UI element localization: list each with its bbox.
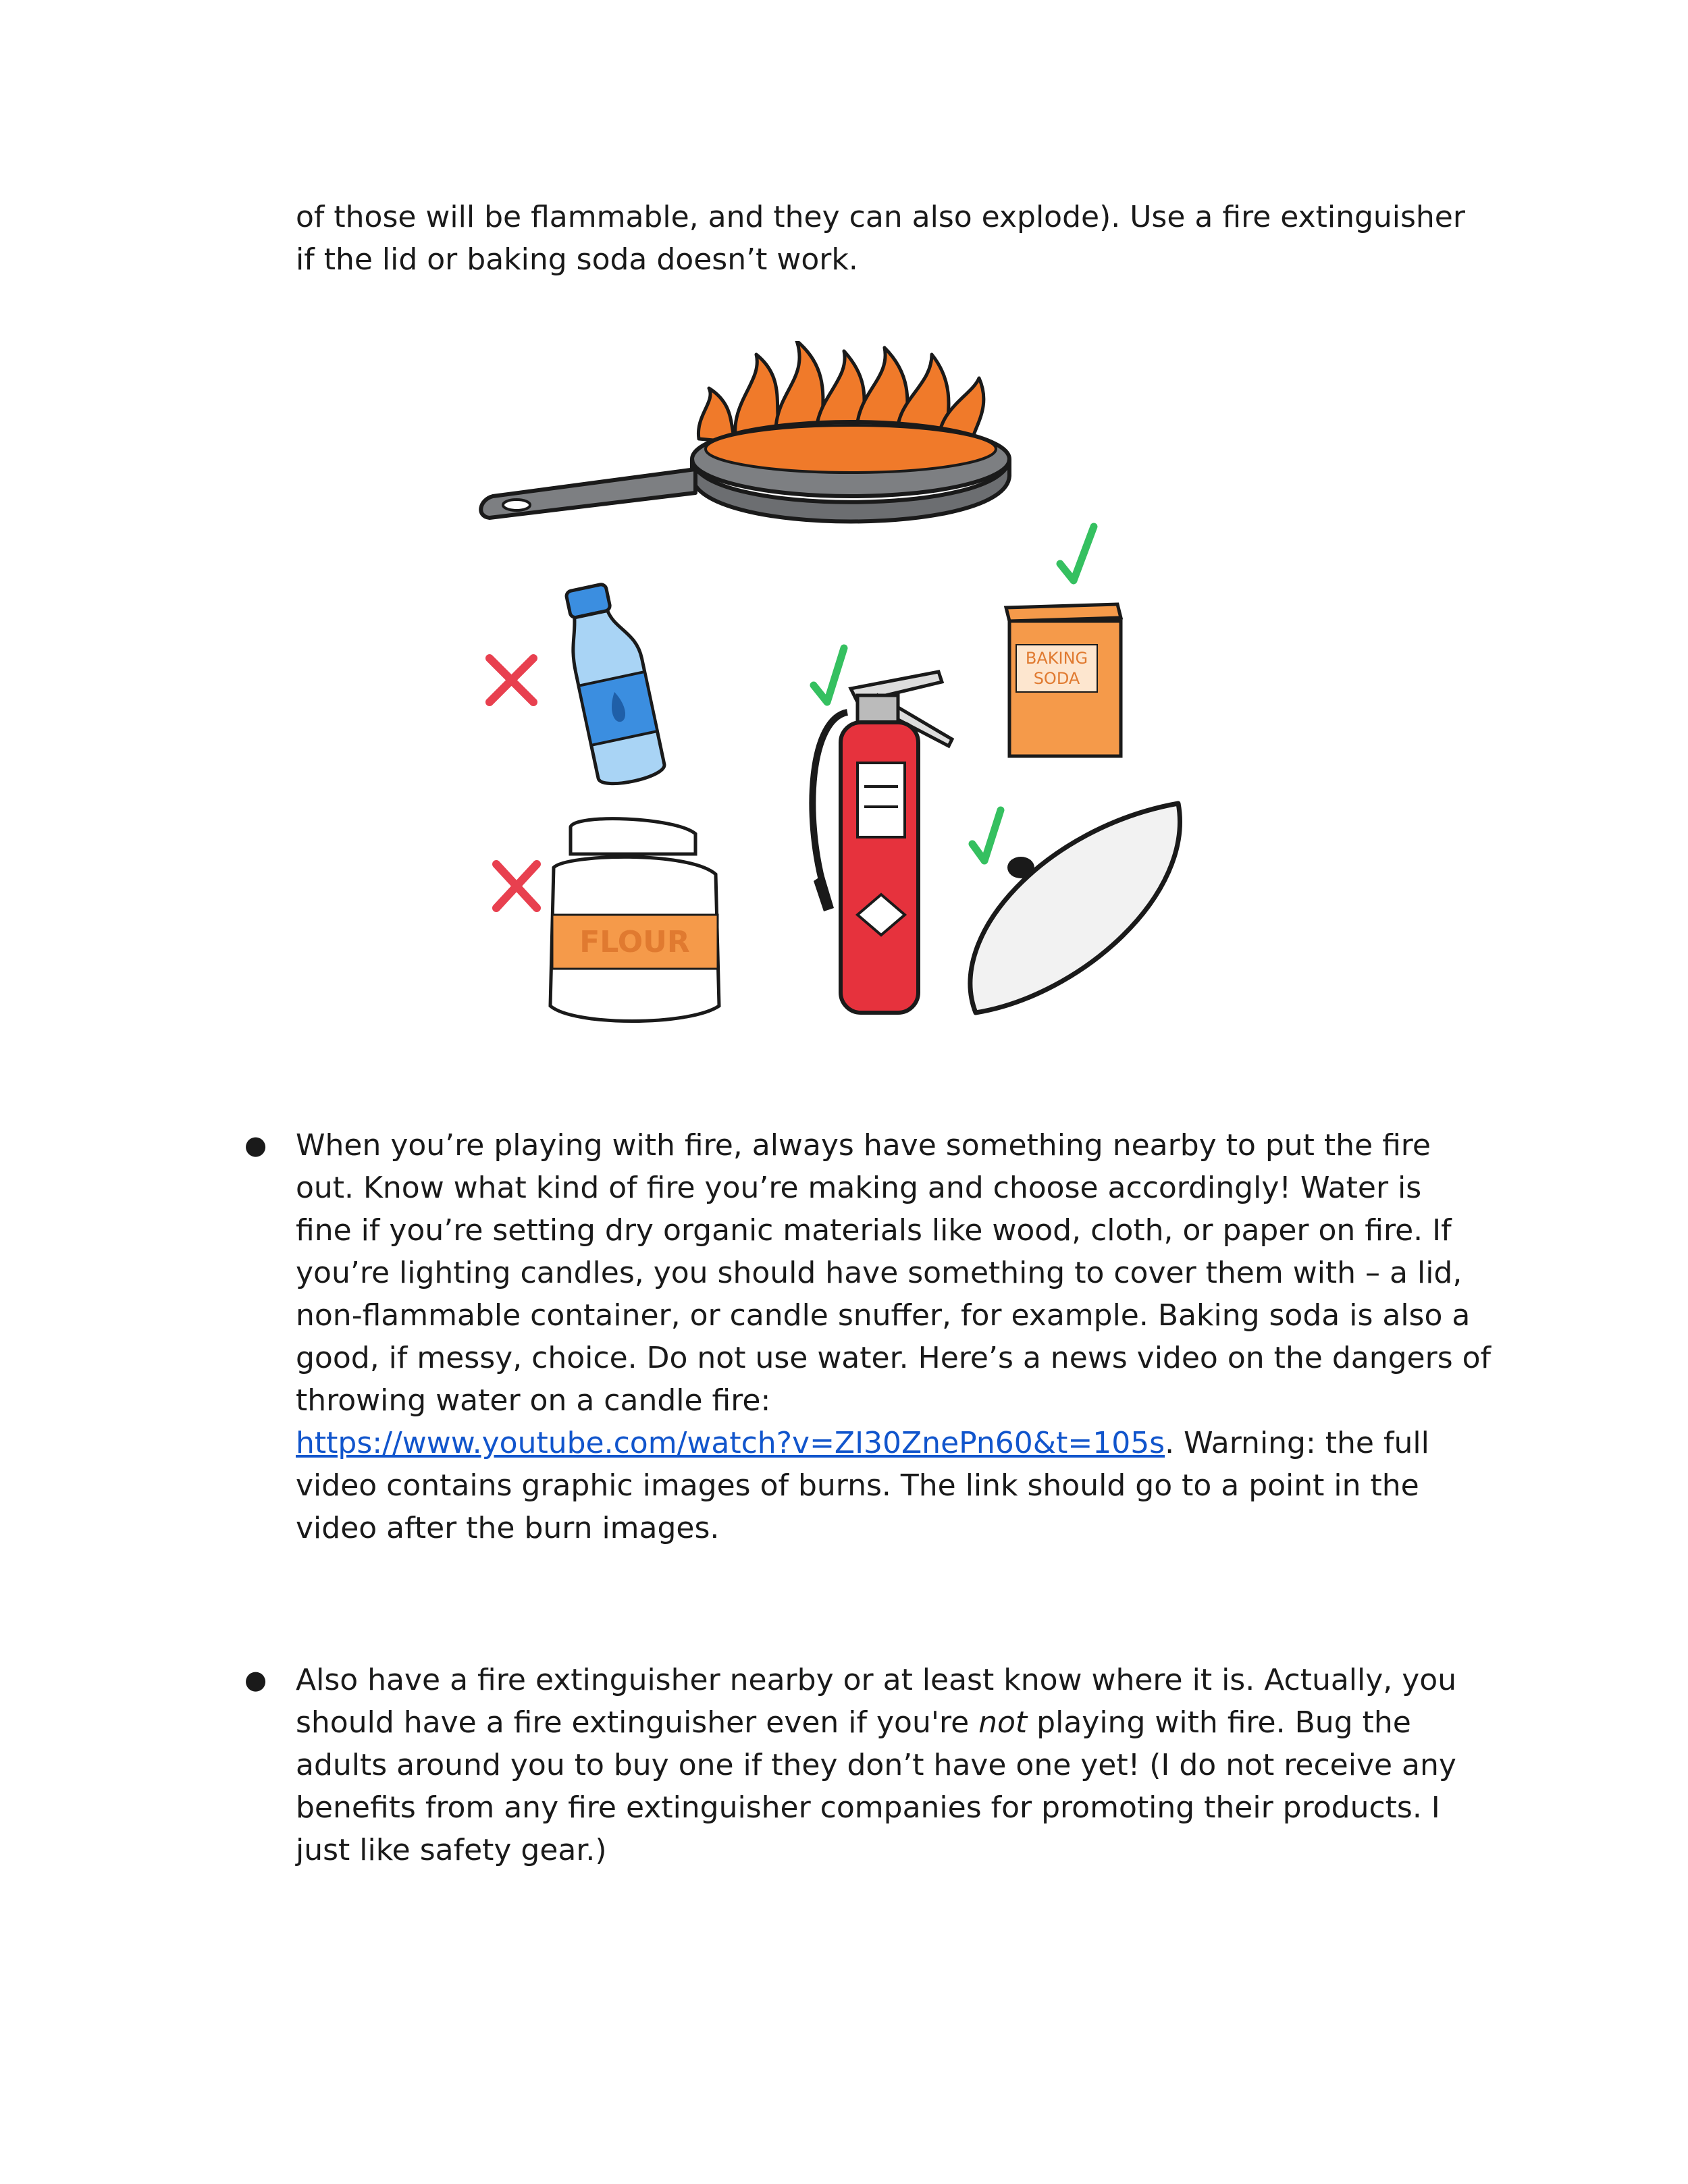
- bullet-marker: ●: [244, 1665, 267, 1695]
- bullet2-line-2-after: playing with fire. Bug the: [1027, 1705, 1411, 1740]
- intro-line-1: of those will be flammable, and they can also explode). Use a fire extinguisher: [296, 200, 1465, 234]
- fire-extinguisher-icon: [812, 672, 952, 1013]
- bullet1-line-4: you’re lighting candles, you should have something to cover them with – a lid,: [296, 1256, 1462, 1290]
- bullet1-line-1: When you’re playing with fire, always have something nearby to put the fire: [296, 1128, 1431, 1163]
- flour-bag-icon: [550, 819, 719, 1021]
- bullet1-line-6: good, if messy, choice. Do not use water. Here’s a news video on the dangers of: [296, 1341, 1492, 1375]
- bullet1-line-5: non-flammable container, or candle snuffer, for example. Baking soda is also a: [296, 1298, 1471, 1333]
- pan-lid-icon: [970, 803, 1180, 1013]
- bullet1-line-9: video contains graphic images of burns. The link should go to a point in the: [296, 1468, 1419, 1503]
- intro-line-2: if the lid or baking soda doesn’t work.: [296, 242, 858, 277]
- flour-label: FLOUR: [579, 925, 690, 959]
- cross-mark-icon: [490, 658, 533, 702]
- bullet-marker: ●: [244, 1130, 267, 1160]
- baking-soda-label-2: SODA: [1033, 669, 1080, 688]
- check-mark-icon: [814, 648, 844, 702]
- bullet1-line-7: throwing water on a candle fire:: [296, 1383, 771, 1418]
- check-mark-icon: [1060, 527, 1094, 581]
- intro-paragraph: [296, 196, 1504, 281]
- youtube-link[interactable]: https://www.youtube.com/watch?v=ZI30ZnePn60&t=105s: [296, 1426, 1165, 1460]
- bullet2-line-4: benefits from any fire extinguisher companies for promoting their products. I: [296, 1790, 1440, 1825]
- bullet2-emphasis: not: [978, 1705, 1028, 1740]
- bullet-paragraph-2: [296, 1659, 1504, 1871]
- fire-safety-illustration: [473, 341, 1215, 1057]
- baking-soda-box-icon: [1006, 604, 1121, 756]
- bullet-paragraph-1: [296, 1124, 1504, 1549]
- bullet2-line-5: just like safety gear.): [296, 1833, 607, 1867]
- bullet1-line-3: fine if you’re setting dry organic materials like wood, cloth, or paper on fire. If: [296, 1213, 1452, 1248]
- pan-fire-icon: [481, 341, 1009, 522]
- bullet1-after-link: . Warning: the full: [1165, 1426, 1429, 1460]
- bullet1-line-10: video after the burn images.: [296, 1511, 720, 1545]
- check-mark-icon: [972, 810, 1001, 861]
- bullet2-line-1: Also have a fire extinguisher nearby or at least know where it is. Actually, you: [296, 1663, 1457, 1697]
- baking-soda-label-1: BAKING: [1025, 649, 1088, 668]
- bullet2-line-3: adults around you to buy one if they don’t have one yet! (I do not receive any: [296, 1748, 1456, 1782]
- bullet2-line-2-before: should have a fire extinguisher even if you're: [296, 1705, 979, 1740]
- cross-mark-icon: [496, 864, 537, 908]
- water-bottle-icon: [559, 579, 666, 788]
- bullet1-line-2: out. Know what kind of fire you’re making and choose accordingly! Water is: [296, 1171, 1422, 1205]
